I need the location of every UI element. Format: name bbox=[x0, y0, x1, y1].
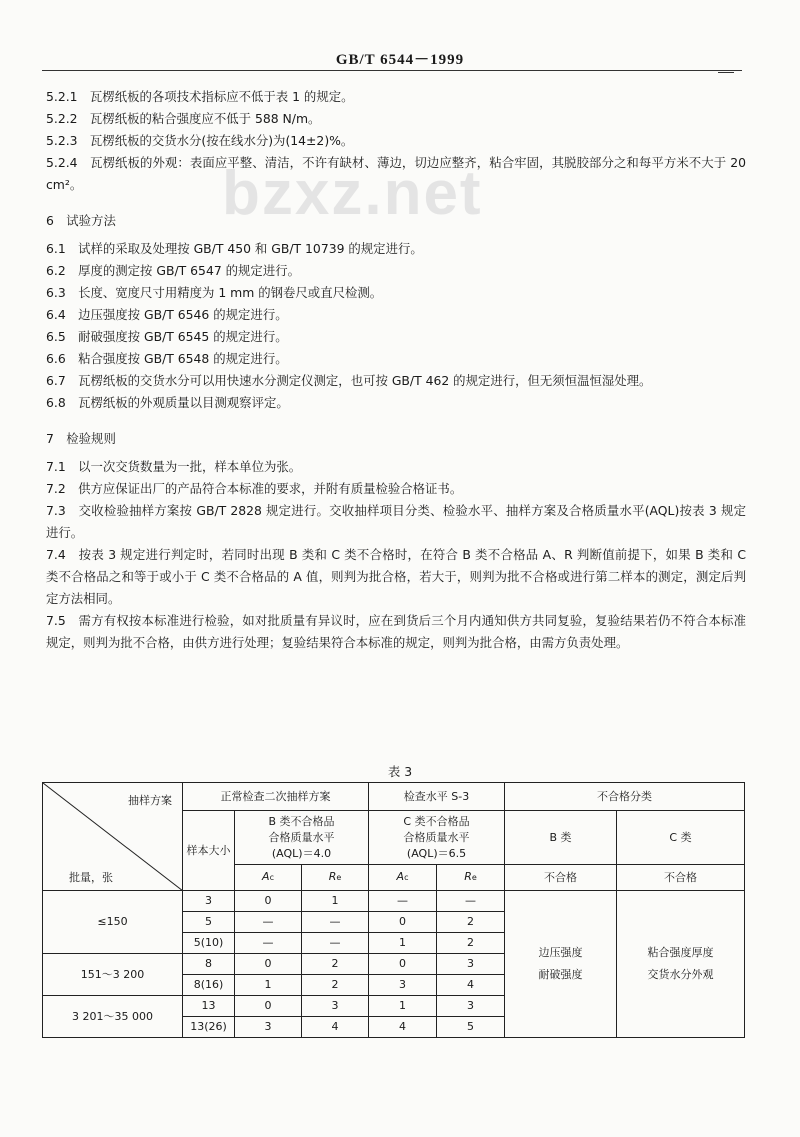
clause: 6.2 厚度的测定按 GB/T 6547 的规定进行。 bbox=[46, 263, 300, 278]
clause: 5.2.2 瓦楞纸板的粘合强度应不低于 588 N/m。 bbox=[46, 111, 321, 126]
b-re: 1 bbox=[302, 891, 369, 912]
b-re: — bbox=[302, 933, 369, 954]
clause: 6.1 试样的采取及处理按 GB/T 450 和 GB/T 10739 的规定进行。 bbox=[46, 241, 423, 256]
header-rule bbox=[42, 70, 742, 71]
clause: 6.4 边压强度按 GB/T 6546 的规定进行。 bbox=[46, 307, 288, 322]
c-re: 4 bbox=[437, 975, 505, 996]
c-re: 2 bbox=[437, 912, 505, 933]
c-ac: 1 bbox=[369, 933, 437, 954]
b-ac: 0 bbox=[235, 996, 302, 1017]
section-heading: 6 试验方法 bbox=[46, 213, 116, 228]
b-re: — bbox=[302, 912, 369, 933]
c-re: 2 bbox=[437, 933, 505, 954]
clause: 5.2.3 瓦楞纸板的交货水分(按在线水分)为(14±2)%。 bbox=[46, 133, 354, 148]
header-c-nonconf: 不合格 bbox=[617, 865, 745, 891]
b-re: 3 bbox=[302, 996, 369, 1017]
header-c-class: C 类 bbox=[617, 811, 745, 865]
c-ac: 4 bbox=[369, 1017, 437, 1038]
b-ac: — bbox=[235, 933, 302, 954]
diag-top-label: 抽样方案 bbox=[128, 794, 172, 807]
header-sample-size: 样本大小 bbox=[183, 811, 235, 891]
sample-size: 8 bbox=[183, 954, 235, 975]
b-ac: 3 bbox=[235, 1017, 302, 1038]
c-class-items: 粘合强度厚度 交货水分外观 bbox=[617, 891, 745, 1038]
header-b-nonconf: 不合格 bbox=[505, 865, 617, 891]
sample-size: 8(16) bbox=[183, 975, 235, 996]
clause: 7.1 以一次交货数量为一批，样本单位为张。 bbox=[46, 459, 302, 474]
sample-size: 13 bbox=[183, 996, 235, 1017]
b-re: 4 bbox=[302, 1017, 369, 1038]
header-ac: Ac bbox=[235, 865, 302, 891]
clause: 6.8 瓦楞纸板的外观质量以目测观察评定。 bbox=[46, 395, 289, 410]
header-ac: Ac bbox=[369, 865, 437, 891]
clause: 5.2.1 瓦楞纸板的各项技术指标应不低于表 1 的规定。 bbox=[46, 89, 354, 104]
c-re: 3 bbox=[437, 954, 505, 975]
b-class-items: 边压强度 耐破强度 bbox=[505, 891, 617, 1038]
clause: 6.5 耐破强度按 GB/T 6545 的规定进行。 bbox=[46, 329, 288, 344]
c-ac: 1 bbox=[369, 996, 437, 1017]
header-re: Re bbox=[302, 865, 369, 891]
clauses-7 bbox=[46, 456, 746, 654]
table-row bbox=[43, 891, 745, 912]
clause: 7.4 按表 3 规定进行判定时，若同时出现 B 类和 C 类不合格时，在符合 B 类不合格品 A、R 判断值前提下，如果 B 类和 C 类不合格品之和等于或小于 C 类不合格品的 A 值，则判为批合格，若大于，则判为批不合格或进行第二样本的测定，测定后判定方法相同。 bbox=[46, 547, 746, 606]
b-re: 2 bbox=[302, 954, 369, 975]
lot-size: 151～3 200 bbox=[43, 954, 183, 996]
sample-size: 3 bbox=[183, 891, 235, 912]
table-caption: 表 3 bbox=[387, 764, 413, 779]
header-tick bbox=[718, 72, 734, 73]
clause: 6.6 粘合强度按 GB/T 6548 的规定进行。 bbox=[46, 351, 288, 366]
section-heading: 7 检验规则 bbox=[46, 431, 116, 446]
watermark: bzxz.net bbox=[222, 159, 483, 228]
diagonal-header-cell bbox=[43, 783, 183, 891]
c-ac: — bbox=[369, 891, 437, 912]
clause: 5.2.4 瓦楞纸板的外观：表面应平整、清洁，不许有缺材、薄边，切边应整齐，粘合牢固，其脱胶部分之和每平方米不大于 20 cm²。 bbox=[46, 155, 746, 192]
c-re: — bbox=[437, 891, 505, 912]
b-ac: — bbox=[235, 912, 302, 933]
clause: 6.3 长度、宽度尺寸用精度为 1 mm 的钢卷尺或直尺检测。 bbox=[46, 285, 383, 300]
diag-bottom-label: 批量，张 bbox=[69, 871, 113, 884]
header-classify: 不合格分类 bbox=[505, 783, 745, 811]
c-re: 3 bbox=[437, 996, 505, 1017]
clauses-6 bbox=[46, 238, 746, 414]
header-b-aql: B 类不合格品 合格质量水平 (AQL)＝4.0 bbox=[235, 811, 369, 865]
b-ac: 1 bbox=[235, 975, 302, 996]
page-header: GB/T 6544－1999 bbox=[335, 52, 465, 68]
clause: 7.2 供方应保证出厂的产品符合本标准的要求，并附有质量检验合格证书。 bbox=[46, 481, 463, 496]
header-level: 检查水平 S-3 bbox=[369, 783, 505, 811]
sample-size: 5 bbox=[183, 912, 235, 933]
clauses-5 bbox=[46, 86, 746, 196]
header-b-class: B 类 bbox=[505, 811, 617, 865]
clause: 7.3 交收检验抽样方案按 GB/T 2828 规定进行。交收抽样项目分类、检验水平、抽样方案及合格质量水平(AQL)按表 3 规定进行。 bbox=[46, 503, 746, 540]
header-plan: 正常检查二次抽样方案 bbox=[183, 783, 369, 811]
header-c-aql: C 类不合格品 合格质量水平 (AQL)＝6.5 bbox=[369, 811, 505, 865]
clause: 7.5 需方有权按本标准进行检验，如对批质量有异议时，应在到货后三个月内通知供方共同复验，复验结果若仍不符合本标准规定，则判为批不合格，由供方进行处理；复验结果符合本标准的规定，则判为批合格，由需方负责处理。 bbox=[46, 613, 747, 650]
c-re: 5 bbox=[437, 1017, 505, 1038]
clause: 6.7 瓦楞纸板的交货水分可以用快速水分测定仪测定，也可按 GB/T 462 的规定进行，但无须恒温恒湿处理。 bbox=[46, 373, 652, 388]
sample-size: 5(10) bbox=[183, 933, 235, 954]
c-ac: 0 bbox=[369, 954, 437, 975]
lot-size: 3 201～35 000 bbox=[43, 996, 183, 1038]
b-ac: 0 bbox=[235, 891, 302, 912]
lot-size: ≤150 bbox=[43, 891, 183, 954]
sampling-table bbox=[42, 782, 745, 1038]
b-ac: 0 bbox=[235, 954, 302, 975]
b-re: 2 bbox=[302, 975, 369, 996]
header-re: Re bbox=[437, 865, 505, 891]
document-body bbox=[46, 86, 746, 654]
c-ac: 0 bbox=[369, 912, 437, 933]
sample-size: 13(26) bbox=[183, 1017, 235, 1038]
c-ac: 3 bbox=[369, 975, 437, 996]
